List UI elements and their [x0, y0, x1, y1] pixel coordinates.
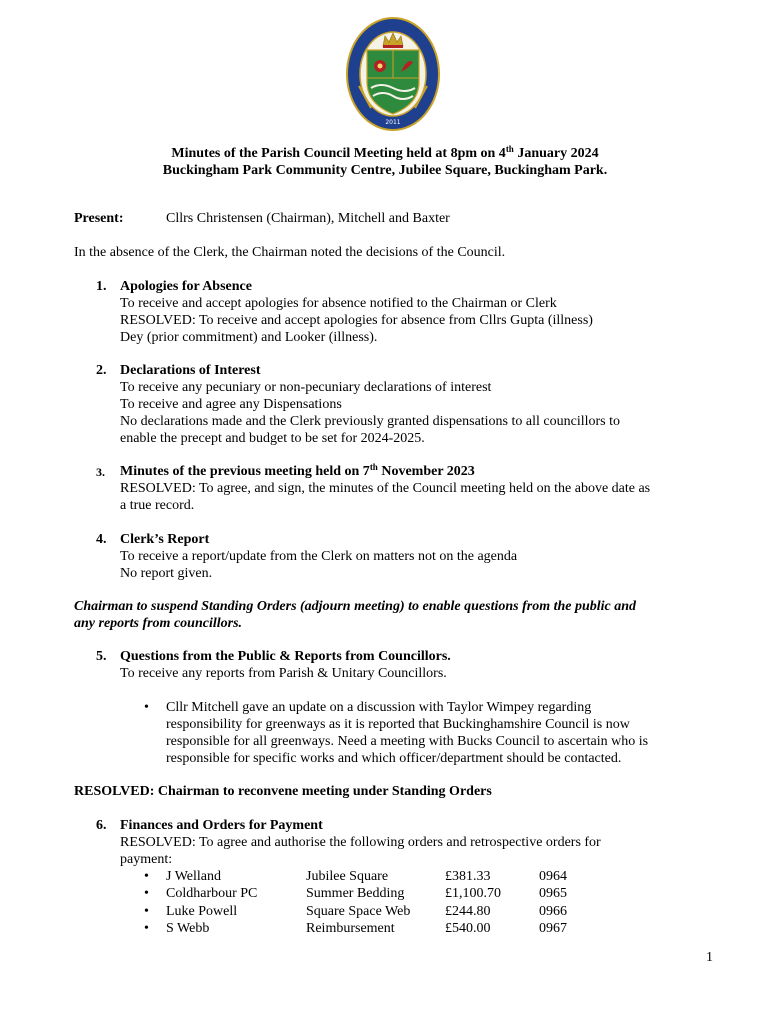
absence-note: In the absence of the Clerk, the Chairman noted the decisions of the Council. — [74, 245, 506, 260]
payment-reference: 0964 — [539, 869, 567, 884]
item-title-previous-minutes: Minutes of the previous meeting held on 7th November 2023 — [120, 462, 475, 479]
bullet-point: • — [144, 869, 149, 884]
payment-payee: J Welland — [166, 869, 221, 884]
item-number: 4. — [96, 532, 107, 547]
payment-payee: Luke Powell — [166, 904, 238, 919]
svg-text:2011: 2011 — [385, 119, 401, 126]
item-line: To receive a report/update from the Clerk on matters not on the agenda — [120, 549, 518, 564]
payment-payee: S Webb — [166, 921, 210, 936]
page-number: 1 — [706, 950, 713, 965]
item-line: payment: — [120, 852, 173, 867]
payment-amount: £1,100.70 — [445, 886, 501, 901]
bullet-point: • — [144, 700, 149, 715]
item-title-apologies: Apologies for Absence — [120, 279, 252, 294]
item-number: 6. — [96, 818, 107, 833]
item-number: 1. — [96, 279, 107, 294]
payment-reference: 0965 — [539, 886, 567, 901]
item-line: RESOLVED: To receive and accept apologies for absence from Cllrs Gupta (illness) — [120, 313, 593, 328]
bullet-point: • — [144, 904, 149, 919]
item-line: Dey (prior commitment) and Looker (illness). — [120, 330, 378, 345]
item-title-finances: Finances and Orders for Payment — [120, 818, 323, 833]
item-line: a true record. — [120, 498, 195, 513]
item-line: To receive and accept apologies for absence notified to the Chairman or Clerk — [120, 296, 557, 311]
payment-description: Square Space Web — [306, 904, 411, 919]
item-line: enable the precept and budget to be set for 2024-2025. — [120, 431, 425, 446]
payment-amount: £381.33 — [445, 869, 491, 884]
payment-amount: £540.00 — [445, 921, 491, 936]
present-value: Cllrs Christensen (Chairman), Mitchell and Baxter — [166, 211, 450, 226]
minutes-title: Minutes of the Parish Council Meeting held at 8pm on 4th January 2024 — [171, 144, 599, 161]
item-number: 3. — [96, 465, 105, 479]
bullet-point: • — [144, 886, 149, 901]
bullet-point: • — [144, 921, 149, 936]
item-title-clerks-report: Clerk’s Report — [120, 532, 210, 547]
suspend-standing-orders: Chairman to suspend Standing Orders (adjourn meeting) to enable questions from the public and — [74, 599, 637, 614]
bullet-line: responsibility for greenways as it is reported that Buckinghamshire Council is now — [166, 717, 630, 732]
item-line: To receive any reports from Parish & Unitary Councillors. — [120, 666, 447, 681]
parish-council-crest — [345, 16, 441, 132]
bullet-line: Cllr Mitchell gave an update on a discussion with Taylor Wimpey regarding — [166, 700, 592, 715]
payment-description: Summer Bedding — [306, 886, 405, 901]
payment-description: Reimbursement — [306, 921, 395, 936]
payment-payee: Coldharbour PC — [166, 886, 258, 901]
reconvene-resolution: RESOLVED: Chairman to reconvene meeting under Standing Orders — [74, 784, 492, 799]
item-title-questions: Questions from the Public & Reports from Councillors. — [120, 649, 451, 664]
item-line: To receive any pecuniary or non-pecuniary declarations of interest — [120, 380, 492, 395]
item-line: No report given. — [120, 566, 213, 581]
bullet-line: responsible for all greenways. Need a meeting with Bucks Council to ascertain who is — [166, 734, 649, 749]
item-number: 5. — [96, 649, 107, 664]
item-number: 2. — [96, 363, 107, 378]
item-title-declarations: Declarations of Interest — [120, 363, 261, 378]
meeting-venue: Buckingham Park Community Centre, Jubilee Square, Buckingham Park. — [162, 163, 608, 178]
item-line: No declarations made and the Clerk previously granted dispensations to all councillors to — [120, 414, 620, 429]
payment-reference: 0967 — [539, 921, 567, 936]
present-label: Present: — [74, 211, 124, 226]
payment-amount: £244.80 — [445, 904, 491, 919]
payment-reference: 0966 — [539, 904, 567, 919]
item-line: RESOLVED: To agree, and sign, the minutes of the Council meeting held on the above date as — [120, 481, 651, 496]
item-line: RESOLVED: To agree and authorise the following orders and retrospective orders for — [120, 835, 601, 850]
suspend-standing-orders: any reports from councillors. — [74, 616, 243, 631]
bullet-line: responsible for specific works and which officer/department should be contacted. — [166, 751, 622, 766]
item-line: To receive and agree any Dispensations — [120, 397, 342, 412]
payment-description: Jubilee Square — [306, 869, 389, 884]
